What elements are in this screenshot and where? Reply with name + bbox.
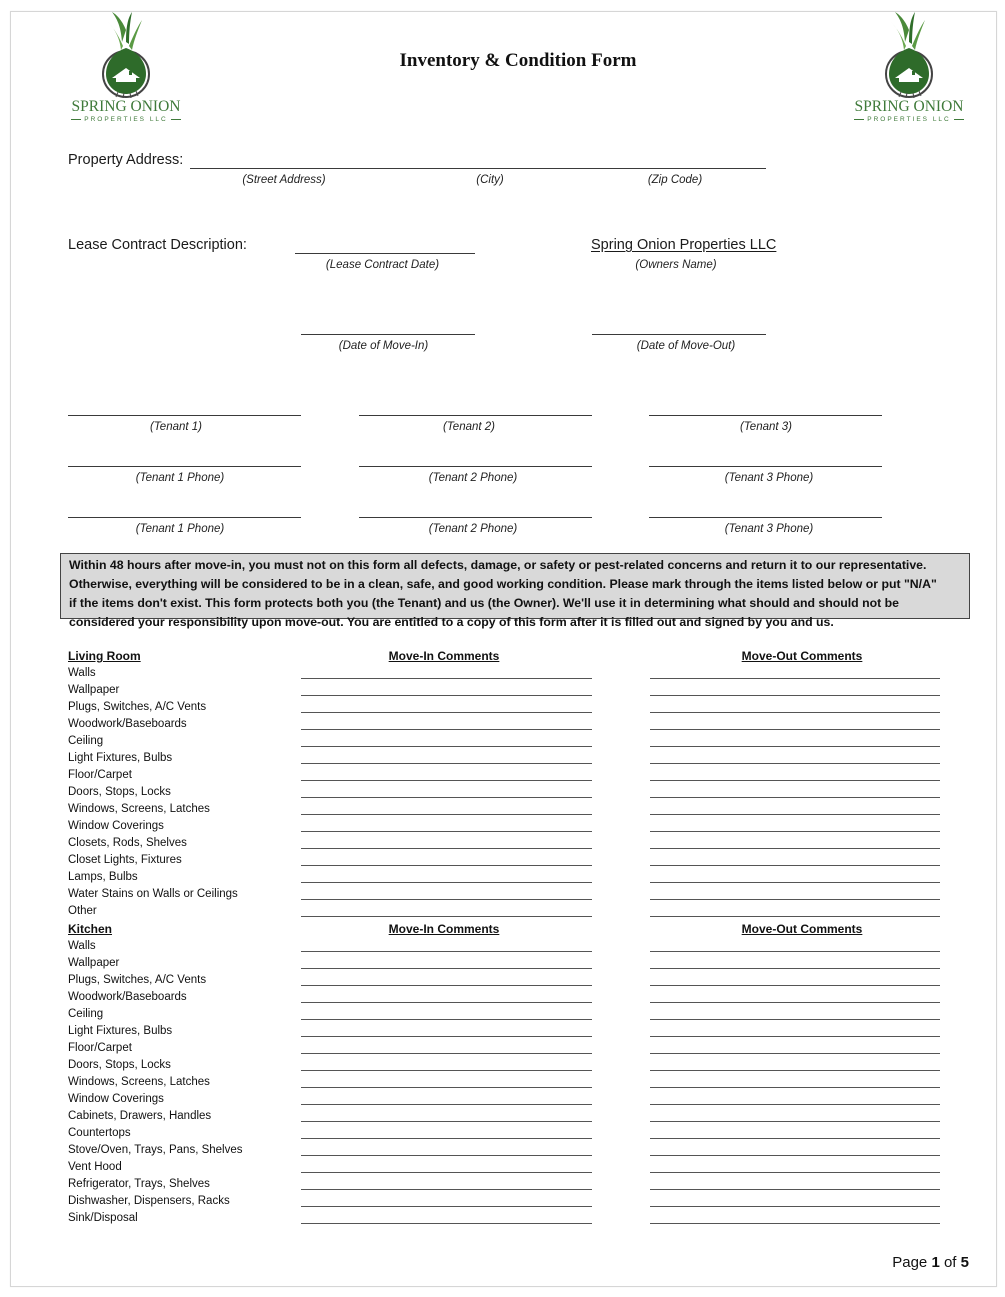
inventory-item-label: Closet Lights, Fixtures	[68, 854, 182, 866]
move-in-comment-field[interactable]	[301, 1019, 592, 1020]
move-out-comment-field[interactable]	[650, 848, 940, 849]
move-out-comment-field[interactable]	[650, 1223, 940, 1224]
inventory-item-label: Window Coverings	[68, 1093, 164, 1105]
move-in-comments-header: Move-In Comments	[388, 649, 500, 663]
section-title-kitchen: Kitchen	[68, 922, 113, 936]
move-out-comment-field[interactable]	[650, 951, 940, 952]
move-in-comment-field[interactable]	[301, 763, 592, 764]
logo-subtitle: PROPERTIES LLC	[849, 116, 969, 123]
inventory-item-label: Light Fixtures, Bulbs	[68, 752, 173, 764]
inventory-item-label: Woodwork/Baseboards	[68, 718, 187, 730]
page-indicator	[892, 1254, 969, 1271]
logo-name: SPRING ONION	[854, 98, 964, 115]
move-in-comment-field[interactable]	[301, 1036, 592, 1037]
tenant-3-field[interactable]	[649, 415, 882, 416]
property-address-field[interactable]	[190, 168, 766, 169]
move-out-comment-field[interactable]	[650, 1155, 940, 1156]
lease-contract-date-field[interactable]	[295, 253, 475, 254]
tenant-1-caption: (Tenant 1)	[150, 421, 202, 433]
move-in-notice	[60, 553, 970, 629]
inventory-item-label: Cabinets, Drawers, Handles	[68, 1110, 212, 1122]
move-out-comment-field[interactable]	[650, 780, 940, 781]
move-out-comment-field[interactable]	[650, 865, 940, 866]
move-in-comment-field[interactable]	[301, 1104, 592, 1105]
move-out-comment-field[interactable]	[650, 985, 940, 986]
logo-name: SPRING ONION	[71, 98, 181, 115]
tenant-2-phone-caption: (Tenant 2 Phone)	[428, 472, 518, 484]
move-in-comment-field[interactable]	[301, 916, 592, 917]
owner-name-caption: (Owners Name)	[635, 259, 717, 271]
move-out-comment-field[interactable]	[650, 763, 940, 764]
move-out-comment-field[interactable]	[650, 746, 940, 747]
inventory-item-label: Windows, Screens, Latches	[68, 803, 210, 815]
page-of: of	[943, 1254, 957, 1271]
inventory-item-label: Floor/Carpet	[68, 769, 132, 781]
tenant-3-caption: (Tenant 3)	[740, 421, 792, 433]
inventory-item-label: Ceiling	[68, 1008, 104, 1020]
move-out-comment-field[interactable]	[650, 916, 940, 917]
move-in-comment-field[interactable]	[301, 951, 592, 952]
move-out-comment-field[interactable]	[650, 814, 940, 815]
tenant-1-phone-caption: (Tenant 1 Phone)	[135, 472, 225, 484]
inventory-item-label: Stove/Oven, Trays, Pans, Shelves	[68, 1144, 243, 1156]
tenant-2-phone-field[interactable]	[359, 466, 592, 467]
move-in-comment-field[interactable]	[301, 746, 592, 747]
inventory-item-label: Vent Hood	[68, 1161, 122, 1173]
zip-code-caption: (Zip Code)	[647, 174, 703, 186]
inventory-item-label: Walls	[68, 940, 96, 952]
inventory-item-label: Water Stains on Walls or Ceilings	[68, 888, 238, 900]
notice-line: if the items don't exist. This form protects both you (the Tenant) and us (the Owner). We'll use it in determining what should and should not be	[69, 596, 899, 610]
tenant-2-field[interactable]	[359, 415, 592, 416]
move-in-comment-field[interactable]	[301, 1121, 592, 1122]
section-title-living-room: Living Room	[68, 649, 141, 663]
move-in-comment-field[interactable]	[301, 797, 592, 798]
tenant-1-phone-2-field[interactable]	[68, 517, 301, 518]
onion-house-icon	[66, 12, 186, 98]
form-title: Inventory & Condition Form	[399, 50, 637, 71]
property-address-label: Property Address:	[68, 152, 184, 168]
page-total: 5	[960, 1254, 969, 1271]
inventory-item-label: Plugs, Switches, A/C Vents	[68, 974, 207, 986]
owner-name-field[interactable]: Spring Onion Properties LLC	[591, 237, 777, 253]
move-in-comment-field[interactable]	[301, 1189, 592, 1190]
inventory-item-label: Ceiling	[68, 735, 104, 747]
tenant-1-phone-field[interactable]	[68, 466, 301, 467]
move-out-comment-field[interactable]	[650, 1002, 940, 1003]
move-in-comment-field[interactable]	[301, 848, 592, 849]
move-in-comment-field[interactable]	[301, 865, 592, 866]
move-out-comment-field[interactable]	[650, 899, 940, 900]
move-in-comment-field[interactable]	[301, 831, 592, 832]
move-in-comment-field[interactable]	[301, 1155, 592, 1156]
move-out-comment-field[interactable]	[650, 1104, 940, 1105]
move-in-comment-field[interactable]	[301, 1087, 592, 1088]
inventory-item-label: Window Coverings	[68, 820, 164, 832]
tenant-3-phone-caption: (Tenant 3 Phone)	[724, 472, 814, 484]
move-out-comment-field[interactable]	[650, 797, 940, 798]
move-out-comment-field[interactable]	[650, 882, 940, 883]
move-out-comment-field[interactable]	[650, 712, 940, 713]
inventory-item-label: Closets, Rods, Shelves	[68, 837, 187, 849]
inventory-item-label: Dishwasher, Dispensers, Racks	[68, 1195, 230, 1207]
tenant-3-phone-2-field[interactable]	[649, 517, 882, 518]
inventory-item-label: Countertops	[68, 1127, 131, 1139]
move-in-date-caption: (Date of Move-In)	[338, 340, 429, 352]
move-in-comment-field[interactable]	[301, 1223, 592, 1224]
page-prefix: Page	[892, 1254, 928, 1271]
lease-contract-date-caption: (Lease Contract Date)	[325, 259, 440, 271]
tenant-1-phone-2-caption: (Tenant 1 Phone)	[135, 523, 225, 535]
move-out-comment-field[interactable]	[650, 1138, 940, 1139]
move-in-comment-field[interactable]	[301, 780, 592, 781]
tenant-2-caption: (Tenant 2)	[443, 421, 495, 433]
move-in-comment-field[interactable]	[301, 899, 592, 900]
inventory-item-label: Doors, Stops, Locks	[68, 786, 171, 798]
lease-contract-label: Lease Contract Description:	[68, 237, 247, 253]
move-in-comment-field[interactable]	[301, 882, 592, 883]
move-out-comment-field[interactable]	[650, 1036, 940, 1037]
city-caption: (City)	[476, 174, 504, 186]
inventory-item-label: Plugs, Switches, A/C Vents	[68, 701, 207, 713]
tenant-2-phone-2-field[interactable]	[359, 517, 592, 518]
inventory-item-label: Refrigerator, Trays, Shelves	[68, 1178, 210, 1190]
tenant-2-phone-2-caption: (Tenant 2 Phone)	[428, 523, 518, 535]
move-in-date-field[interactable]	[301, 334, 475, 335]
company-logo-left	[66, 12, 186, 127]
move-in-comment-field[interactable]	[301, 695, 592, 696]
inventory-item-label: Walls	[68, 667, 96, 679]
move-in-comment-field[interactable]	[301, 1206, 592, 1207]
inventory-item-label: Sink/Disposal	[68, 1212, 138, 1224]
move-in-comment-field[interactable]	[301, 712, 592, 713]
inventory-item-label: Floor/Carpet	[68, 1042, 132, 1054]
logo-subtitle: PROPERTIES LLC	[66, 116, 186, 123]
move-out-comment-field[interactable]	[650, 1172, 940, 1173]
move-in-comment-field[interactable]	[301, 814, 592, 815]
move-out-comment-field[interactable]	[650, 1070, 940, 1071]
notice-line: Within 48 hours after move-in, you must not on this form all defects, damage, or safety or pest-related concerns and return it to our representative.	[69, 558, 927, 572]
move-out-comment-field[interactable]	[650, 1121, 940, 1122]
move-out-comment-field[interactable]	[650, 1189, 940, 1190]
tenant-1-field[interactable]	[68, 415, 301, 416]
inventory-item-label: Woodwork/Baseboards	[68, 991, 187, 1003]
move-in-comment-field[interactable]	[301, 1138, 592, 1139]
tenant-3-phone-field[interactable]	[649, 466, 882, 467]
notice-line: considered your responsibility upon move-out. You are entitled to a copy of this form after it is filled out and signed by you and us.	[69, 615, 834, 629]
move-out-comment-field[interactable]	[650, 968, 940, 969]
move-in-comment-field[interactable]	[301, 1172, 592, 1173]
move-out-comment-field[interactable]	[650, 1019, 940, 1020]
move-out-comments-header: Move-Out Comments	[741, 922, 863, 936]
move-in-comment-field[interactable]	[301, 678, 592, 679]
move-in-comment-field[interactable]	[301, 968, 592, 969]
move-out-comment-field[interactable]	[650, 1053, 940, 1054]
notice-line: Otherwise, everything will be considered to be in a clean, safe, and good working condition. Please mark through the items listed below or put "N/A"	[69, 577, 937, 591]
tenant-3-phone-2-caption: (Tenant 3 Phone)	[724, 523, 814, 535]
move-in-comment-field[interactable]	[301, 985, 592, 986]
inventory-item-label: Wallpaper	[68, 957, 120, 969]
inventory-item-label: Light Fixtures, Bulbs	[68, 1025, 173, 1037]
inventory-item-label: Wallpaper	[68, 684, 120, 696]
move-in-comment-field[interactable]	[301, 1070, 592, 1071]
inventory-item-label: Windows, Screens, Latches	[68, 1076, 210, 1088]
move-in-comment-field[interactable]	[301, 1002, 592, 1003]
move-in-comment-field[interactable]	[301, 729, 592, 730]
move-out-comment-field[interactable]	[650, 695, 940, 696]
move-out-comment-field[interactable]	[650, 1206, 940, 1207]
move-out-comment-field[interactable]	[650, 831, 940, 832]
move-out-comments-header: Move-Out Comments	[741, 649, 863, 663]
page-current: 1	[931, 1254, 940, 1271]
move-in-comments-header: Move-In Comments	[388, 922, 500, 936]
street-address-caption: (Street Address)	[242, 174, 326, 186]
inventory-item-label: Doors, Stops, Locks	[68, 1059, 171, 1071]
inventory-item-label: Lamps, Bulbs	[68, 871, 138, 883]
move-out-date-caption: (Date of Move-Out)	[636, 340, 736, 352]
company-logo-right	[849, 12, 969, 127]
move-out-comment-field[interactable]	[650, 1087, 940, 1088]
move-out-comment-field[interactable]	[650, 729, 940, 730]
move-out-comment-field[interactable]	[650, 678, 940, 679]
onion-house-icon	[849, 12, 969, 98]
inventory-item-label: Other	[68, 905, 97, 917]
move-out-date-field[interactable]	[592, 334, 766, 335]
move-in-comment-field[interactable]	[301, 1053, 592, 1054]
